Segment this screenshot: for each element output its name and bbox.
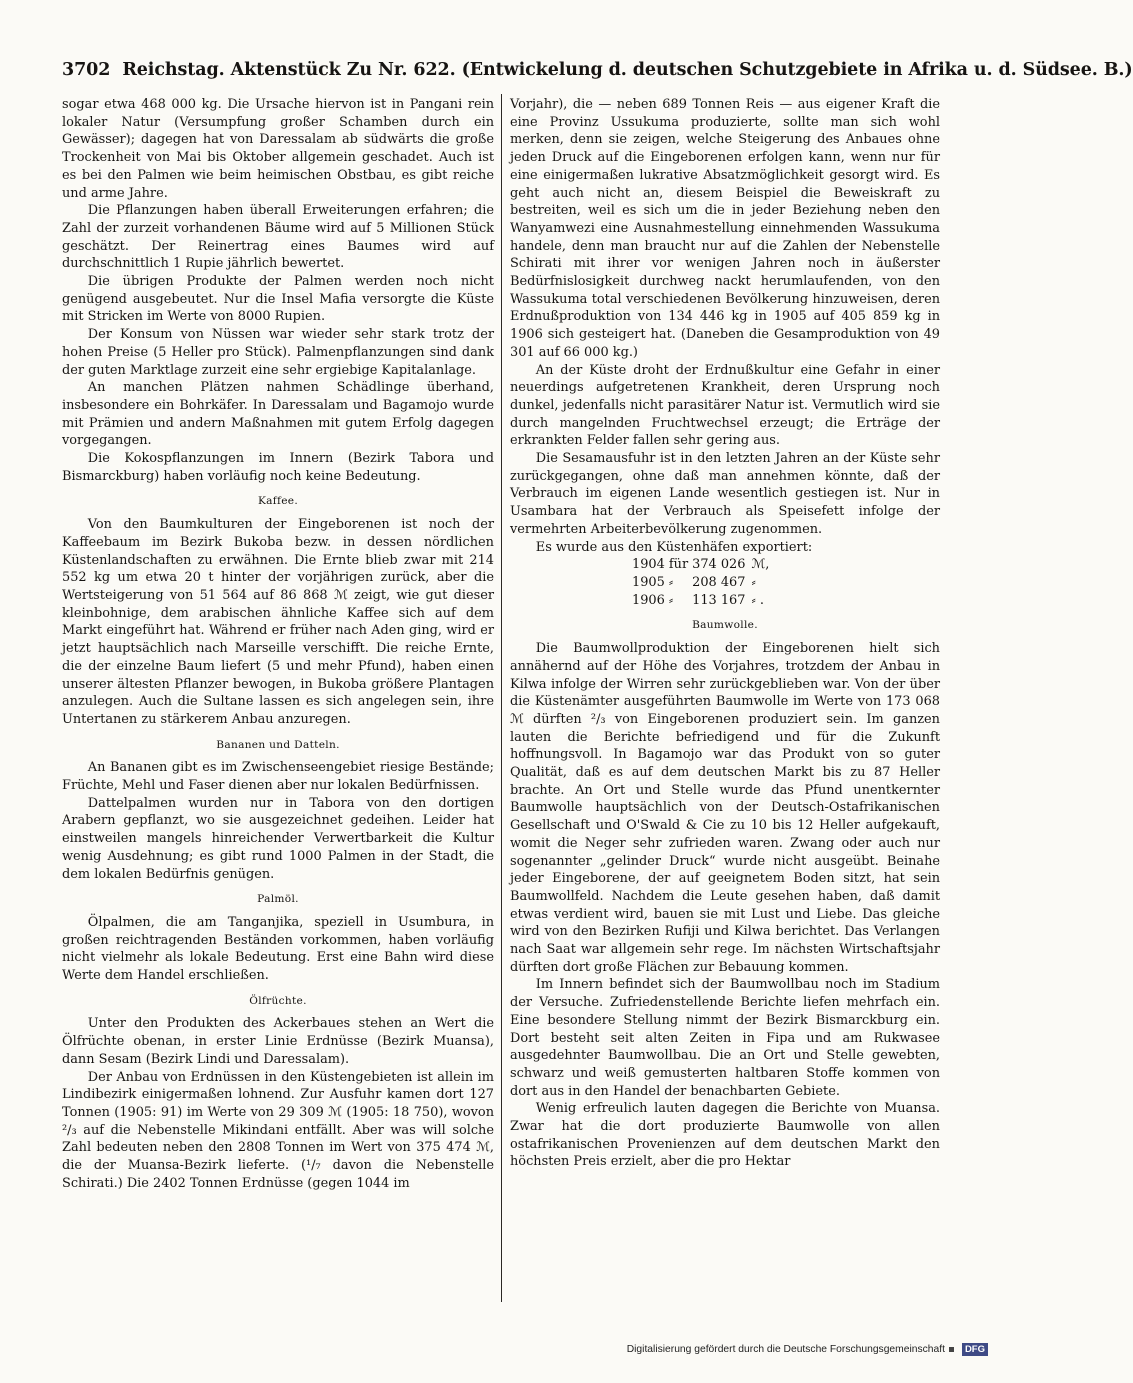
dfg-logo: DFG — [962, 1343, 988, 1356]
export-year: 1904 für — [632, 557, 689, 573]
paragraph: An der Küste droht der Erdnußkultur eine Gefahr in einer neuerdings aufgetretenen Krankheit, deren Ursprung noch dunkel, jedenfalls nicht parasitärer Natur ist. Vermutlich wird sie durch mangelnden Fruchtwechsel erzeugt; die Erträge der erkrankten Felder fallen sehr gering aus. — [510, 362, 940, 449]
column-divider — [501, 94, 502, 1302]
paragraph: Die Baumwollproduktion der Eingeborenen hielt sich annähernd auf der Höhe des Vorjahres, trotzdem der Anbau in Kilwa infolge der Wirren sehr zurückgeblieben war. Von der über die Küstenämter ausgeführten Baumwolle im Werte von 173 068 ℳ dürften ²/₃ von Eingeborenen produziert sein. Im ganzen lauten die Berichte befriedigend und für die Zukunft hoffnungsvoll. In Bagamojo war das Produkt von so guter Qualität, daß es auf dem deutschen Markt bis zu 87 Heller brachte. An Ort und Stelle wurde das Pfund unentkernter Baumwolle hauptsächlich von der Deutsch-Ostafrikanischen Gesellschaft und O'Swald & Cie zu 10 bis 12 Heller aufgekauft, womit die Neger sehr zufrieden waren. Zwang oder auch nur sogenannter „gelinder Druck“ wurde nicht ausgeübt. Beinahe jeder Eingeborene, der auf geeignetem Boden sitzt, hat sein Baumwollfeld. Nachdem die Leute gesehen haben, daß damit etwas verdient wird, bauen sie mit Lust und Liebe. Das gleiche wird von den Bezirken Rufiji und Kilwa berichtet. Das Verlangen nach Saat war allgemein sehr rege. Im nächsten Wirtschaftsjahr dürften dort große Flächen zur Bebauung kommen. — [510, 641, 940, 975]
paragraph: Ölpalmen, die am Tanganjika, speziell in Usumbura, in großen reichtragenden Beständen vorkommen, haben vorläufig nicht vielmehr als lokale Bedeutung. Erst eine Bahn wird diese Werte dem Handel erschließen. — [62, 914, 494, 984]
paragraph: Die Pflanzungen haben überall Erweiterungen erfahren; die Zahl der zurzeit vorhandenen Bäume wird auf 5 Millionen Stück geschätzt. Der Reinertrag eines Baumes wird auf durchschnittlich 1 Rupie jährlich bewertet. — [62, 203, 494, 272]
paragraph: Die Sesamausfuhr ist in den letzten Jahren an der Küste sehr zurückgegangen, ohne daß man annehmen könnte, daß der Verbrauch im eigenen Lande wesentlich gestiegen ist. Nur in Usambara hat der Verbrauch als Speisefett infolge der vermehrten Arbeiterbevölkerung zugenommen. — [510, 451, 940, 537]
paragraph: Die übrigen Produkte der Palmen werden noch nicht genügend ausgebeutet. Nur die Insel Mafia versorgte die Küste mit Stricken im Werte von 8000 Rupien. — [62, 274, 494, 325]
export-unit: ⸗ . — [751, 592, 764, 608]
paragraph: Dattelpalmen wurden nur in Tabora von den dortigen Arabern gepflanzt, wo sie ausgezeichnet gedeihen. Leider hat einstweilen mangels hinreichender Verwertbarkeit die Kultur wenig Ausdehnung; es gibt rund 1000 Palmen in der Stadt, die dem lokalen Bedürfnis genügen. — [62, 795, 494, 882]
exports-intro: Es wurde aus den Küstenhäfen exportiert: — [535, 539, 813, 555]
exports-table — [632, 556, 773, 609]
export-value: 208 467 — [692, 574, 746, 590]
table-row — [632, 592, 773, 610]
export-year: 1906 ⸗ — [632, 592, 674, 608]
table-row — [632, 574, 773, 592]
section-heading-baumwolle: Baumwolle. — [692, 619, 758, 632]
table-row — [632, 556, 773, 574]
paragraph: Der Konsum von Nüssen war wieder sehr stark trotz der hohen Preise (5 Heller pro Stück). Palmenpflanzungen sind dank der guten Marktlage zurzeit eine sehr ergiebige Kapitalanlage. — [62, 327, 494, 378]
section-heading-palmoel: Palmöl. — [257, 893, 299, 906]
section-heading-oelfruechte: Ölfrüchte. — [249, 994, 307, 1007]
paragraph: Die Kokospflanzungen im Innern (Bezirk Tabora und Bismarckburg) haben vorläufig noch keine Bedeutung. — [62, 451, 494, 484]
export-value: 374 026 — [692, 557, 746, 573]
paragraph: Der Anbau von Erdnüssen in den Küstengebieten ist allein im Lindibezirk einigermaßen lohnend. Zur Ausfuhr kamen dort 127 Tonnen (1905: 91) im Werte von 29 309 ℳ (1905: 18 750), wovon ²/₃ auf die Nebenstelle Mikindani entfällt. Aber was will solche Zahl bedeuten neben den 2808 Tonnen im Wert von 375 474 ℳ, die der Muansa-Bezirk lieferte. (¹/₇ davon die Nebenstelle Schirati.) Die 2402 Tonnen Erdnüsse (gegen 1044 im — [62, 1069, 494, 1191]
export-year: 1905 ⸗ — [632, 574, 674, 590]
left-column — [62, 96, 494, 1296]
running-header — [62, 60, 1133, 88]
paragraph: Unter den Produkten des Ackerbaues stehen an Wert die Ölfrüchte obenan, in erster Linie Erdnüsse (Bezirk Muansa), dann Sesam (Bezirk Lindi und Daressalam). — [62, 1016, 494, 1067]
bullet-icon — [949, 1347, 954, 1352]
paragraph: Vorjahr), die — neben 689 Tonnen Reis — aus eigener Kraft die eine Provinz Ussukuma produzierte, sollte man sich wohl merken, denn sie zeigen, welche Steigerung des Anbaues ohne jeden Druck auf die Eingeborenen erfolgen kann, wenn nur für eine einigermaßen lukrative Absatzmöglichkeit gesorgt wird. Es geht auch nicht an, diesem Beispiel die Beweiskraft zu bestreiten, weil es sich um die in jeder Beziehung neben den Wanyamwezi eine Ausnahmestellung einnehmenden Wassukuma handele, denn man braucht nur auf die Zahlen der Nebenstelle Schirati mit ihrer vor wenigen Jahren noch in äußerster Bedürfnislosigkeit durchweg nackt herumlaufenden, von den Wassukuma total verschiedenen Bevölkerung hinzuweisen, deren Erdnußproduktion von 134 446 kg in 1905 auf 405 859 kg in 1906 sich gesteigert hat. (Daneben die Gesamproduktion von 49 301 auf 66 000 kg.) — [510, 97, 940, 360]
export-unit: ⸗ — [751, 574, 756, 590]
section-heading-bananen: Bananen und Datteln. — [216, 738, 340, 751]
right-column — [510, 96, 940, 1306]
paragraph: An manchen Plätzen nahmen Schädlinge überhand, insbesondere ein Bohrkäfer. In Daressalam und Bagamojo wurde mit Prämien und andern Maßnahmen mit gutem Erfolg dagegen vorgegangen. — [62, 380, 494, 449]
paragraph: An Bananen gibt es im Zwischenseengebiet riesige Bestände; Früchte, Mehl und Faser dienen aber nur lokalen Bedürfnissen. — [62, 760, 494, 794]
footer-text: Digitalisierung gefördert durch die Deutsche Forschungsgemeinschaft — [626, 1344, 945, 1356]
page-number: 3702 — [62, 60, 111, 80]
running-title: Reichstag. Aktenstück Zu Nr. 622. (Entwickelung d. deutschen Schutzgebiete in Afrika u. d. Südsee. B.) — [122, 60, 1133, 80]
paragraph: Wenig erfreulich lauten dagegen die Berichte von Muansa. Zwar hat die dort produzierte Baumwolle von allen ostafrikanischen Provenienzen auf dem deutschen Markt den höchsten Preis erzielt, aber die pro Hektar — [510, 1101, 940, 1170]
paragraph: sogar etwa 468 000 kg. Die Ursache hiervon ist in Pangani rein lokaler Natur (Versumpfung großer Schamben durch ein Gewässer); dagegen hat von Daressalam ab südwärts die große Trockenheit von Mai bis Oktober allgemein geschadet. Auch ist es bei den Palmen wie beim heimischen Obstbau, es gibt reiche und arme Jahre. — [62, 97, 494, 201]
section-heading-kaffee: Kaffee. — [257, 495, 299, 508]
export-value: 113 167 — [692, 592, 746, 608]
paragraph: Im Innern befindet sich der Baumwollbau noch im Stadium der Versuche. Zufriedenstellende Berichte liefen mehrfach ein. Eine besondere Stellung nimmt der Bezirk Bismarckburg ein. Dort besteht seit alten Zeiten in Fipa und am Rukwasee ausgedehnter Baumwollbau. Die an Ort und Stelle gewebten, schwarz und weiß gemusterten haltbaren Stoffe kommen von dort aus in den Handel der benachbarten Gebiete. — [510, 977, 940, 1099]
digitization-footer — [612, 1343, 988, 1356]
paragraph: Von den Baumkulturen der Eingeborenen ist noch der Kaffeebaum im Bezirk Bukoba bezw. in dessen nördlichen Küstenlandschaften zu erwähnen. Die Ernte blieb zwar mit 214 552 kg um etwa 20 t hinter der vorjährigen zurück, aber die Wertsteigerung von 51 564 auf 86 868 ℳ zeigt, wie gut dieser kleinbohnige, dem arabischen ähnliche Kaffee sich auf dem Markt eingeführt hat. Während er früher nach Aden ging, wird er jetzt hauptsächlich nach Marseille verschifft. Die reiche Ernte, die der einzelne Baum liefert (5 und mehr Pfund), haben einen unserer ältesten Pflanzer bewogen, in Bukoba größere Plantagen anzulegen. Auch die Sultane lassen es sich angelegen sein, ihre Untertanen zu stärkerem Anbau anzuregen. — [62, 517, 494, 727]
export-unit: ℳ, — [751, 557, 770, 573]
